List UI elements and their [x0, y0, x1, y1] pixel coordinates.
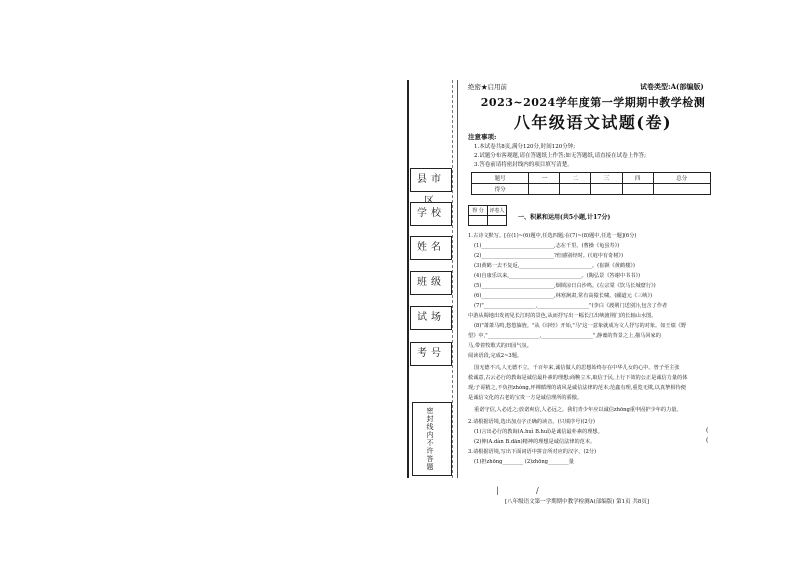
notice-item: 1.本试卷共8页,满分120分,时间120分钟; [474, 144, 576, 150]
name-field: 姓名 [410, 236, 452, 260]
exam-number-field: 考号 [410, 342, 452, 366]
question-line: 中游从蜀地出发初见长江时的景色,从而抒写出一幅长江出峡渡荆门的长轴山水图。 [468, 313, 657, 319]
subject-title: 八年级语文试题(卷) [513, 113, 673, 132]
passage-line: 重诺守信,人必近之;放诺爽信,人必远之。我们青少年应以诚信zhōng重申固护少年的力量。 [474, 407, 682, 413]
section-heading: 一、积累和运用(共5小题,计17分) [518, 214, 611, 221]
notice-heading: 注意事项: [468, 133, 497, 141]
secret-label: 绝密★启用前 [468, 83, 507, 91]
grader-reviewer-label: 评卷人 [488, 206, 507, 216]
score-cell [529, 184, 560, 195]
table-cell: 三 [591, 173, 622, 184]
page-footer: [八年级语文第一学期期中教学检测A(部编版) 第1页 共8页] [505, 499, 650, 505]
question-line: (2)____________________________?但感别经时。(《庭中有奇树》) [474, 253, 624, 259]
answer-bracket: ( [706, 437, 709, 444]
score-cell [591, 184, 622, 195]
table-row [472, 184, 711, 195]
question-line: 阅读语段,完成2~3题。 [468, 353, 523, 359]
scan-mark: / [536, 486, 539, 495]
table-cell: 题号 [472, 173, 529, 184]
table-cell: 总分 [653, 173, 710, 184]
score-cell [560, 184, 591, 195]
score-table [471, 172, 711, 195]
question-line: (2)伸(A.dàn B.dān)精神的理想是诚信法律的范本。 [474, 439, 596, 445]
question-line: 3.请根据语境,写出下面词语中拼音所对应的汉字。(2分) [468, 449, 597, 455]
scan-mark: | [496, 486, 499, 495]
passage-line: 救诚意,古云必行的教诲是诚信最朴素的理想;商鞅立木,取信于民,上行下效的公正是诚信力量的体 [468, 375, 688, 381]
question-line: (1)担zhōng________ (2)zhōng________量 [474, 459, 574, 465]
question-line: (4)自康乐以来,____________________________。(陶弘景《答谢中书书》) [474, 273, 641, 279]
county-field: 县市 [410, 168, 452, 192]
table-cell: 二 [560, 173, 591, 184]
grader-reviewer-cell [488, 216, 507, 226]
seal-warning-text: 密封线内不许答题 [426, 407, 434, 471]
class-field: 班级 [410, 271, 452, 295]
question-line: (1)言出必行的教诲(A.huì B.huǐ)是诚信最朴素的理想。 [474, 429, 603, 435]
passage-line: 国无德不兴,人无德不立。千百年来,诚信做人的思想始终存在中华儿女的心中。曾子至主张 [474, 365, 680, 371]
question-line: (5)____________________________,烟锁凉日白沙鸣。(左宗棠《饮马长城窟行》) [474, 283, 656, 289]
table-cell: 四 [622, 173, 653, 184]
notice-item: 3.答卷前请将密封线内的项目填写清楚。 [474, 162, 573, 168]
notice-item: 2.试题分布客观题,请在答题纸上作答;如无答题纸,请直接在试卷上作答; [474, 153, 646, 159]
table-cell: 得分 [472, 184, 529, 195]
score-cell [653, 184, 710, 195]
seal-warning [412, 402, 452, 476]
question-line: (3)黄鹤一去不复返,____________________________。(崔颢《黄鹤楼》) [474, 263, 635, 269]
exam-room-field: 试场 [410, 306, 452, 330]
question-line: (7)"____________________,____________________"(李白《渡荆门送别》),包含了作者 [474, 303, 668, 309]
question-line: (6)____________________________,林寒涧肃,常有高猿长啸。(郦道元《三峡》) [474, 293, 653, 299]
seal-line [452, 80, 453, 478]
passage-line: 是诚信文化的古老的宝贵一方是诚信理所的骄傲。 [468, 395, 583, 401]
exam-title: 2023~2024学年度第一学期期中教学检测 [480, 96, 706, 109]
question-line: 马,带着牧歌式的田园气氛。 [468, 343, 532, 349]
paper-type-label: 试卷类型:A(部编版) [640, 82, 704, 91]
question-line: 2.请根据语境,选出加点字正确的读音。(只填序号)(2分) [468, 419, 595, 425]
table-row [472, 173, 711, 184]
question-line: 1.古诗文默写。[在(1)~(6)题中,任选四题;在(7)~(8)题中,任选一题](6分) [468, 233, 637, 239]
grader-box [468, 205, 507, 226]
grader-score-cell [469, 216, 488, 226]
question-line: 望》中,"____________________,____________________",静谧的背景之上,描马回家的 [468, 333, 661, 339]
grader-score-label: 得 分 [469, 206, 488, 216]
score-cell [622, 184, 653, 195]
question-line: (1)____________________________,志在千里。(曹操《龟虽寿》) [474, 243, 620, 249]
table-cell: 一 [529, 173, 560, 184]
school-field: 学校 [410, 202, 452, 226]
answer-bracket: ( [706, 427, 709, 434]
passage-line: 现;子哥精之,不负担zhòng,坪裸循理的请风是诚信法律的范本;范鑫有理,重览无欺,以真挚相待便 [468, 385, 686, 391]
question-line: (8)"萧萧马鸣,悠悠旆旌。"从《诗经》开始,"马"这一意象就成为文人抒写的对象。如王绩《野 [474, 323, 687, 329]
